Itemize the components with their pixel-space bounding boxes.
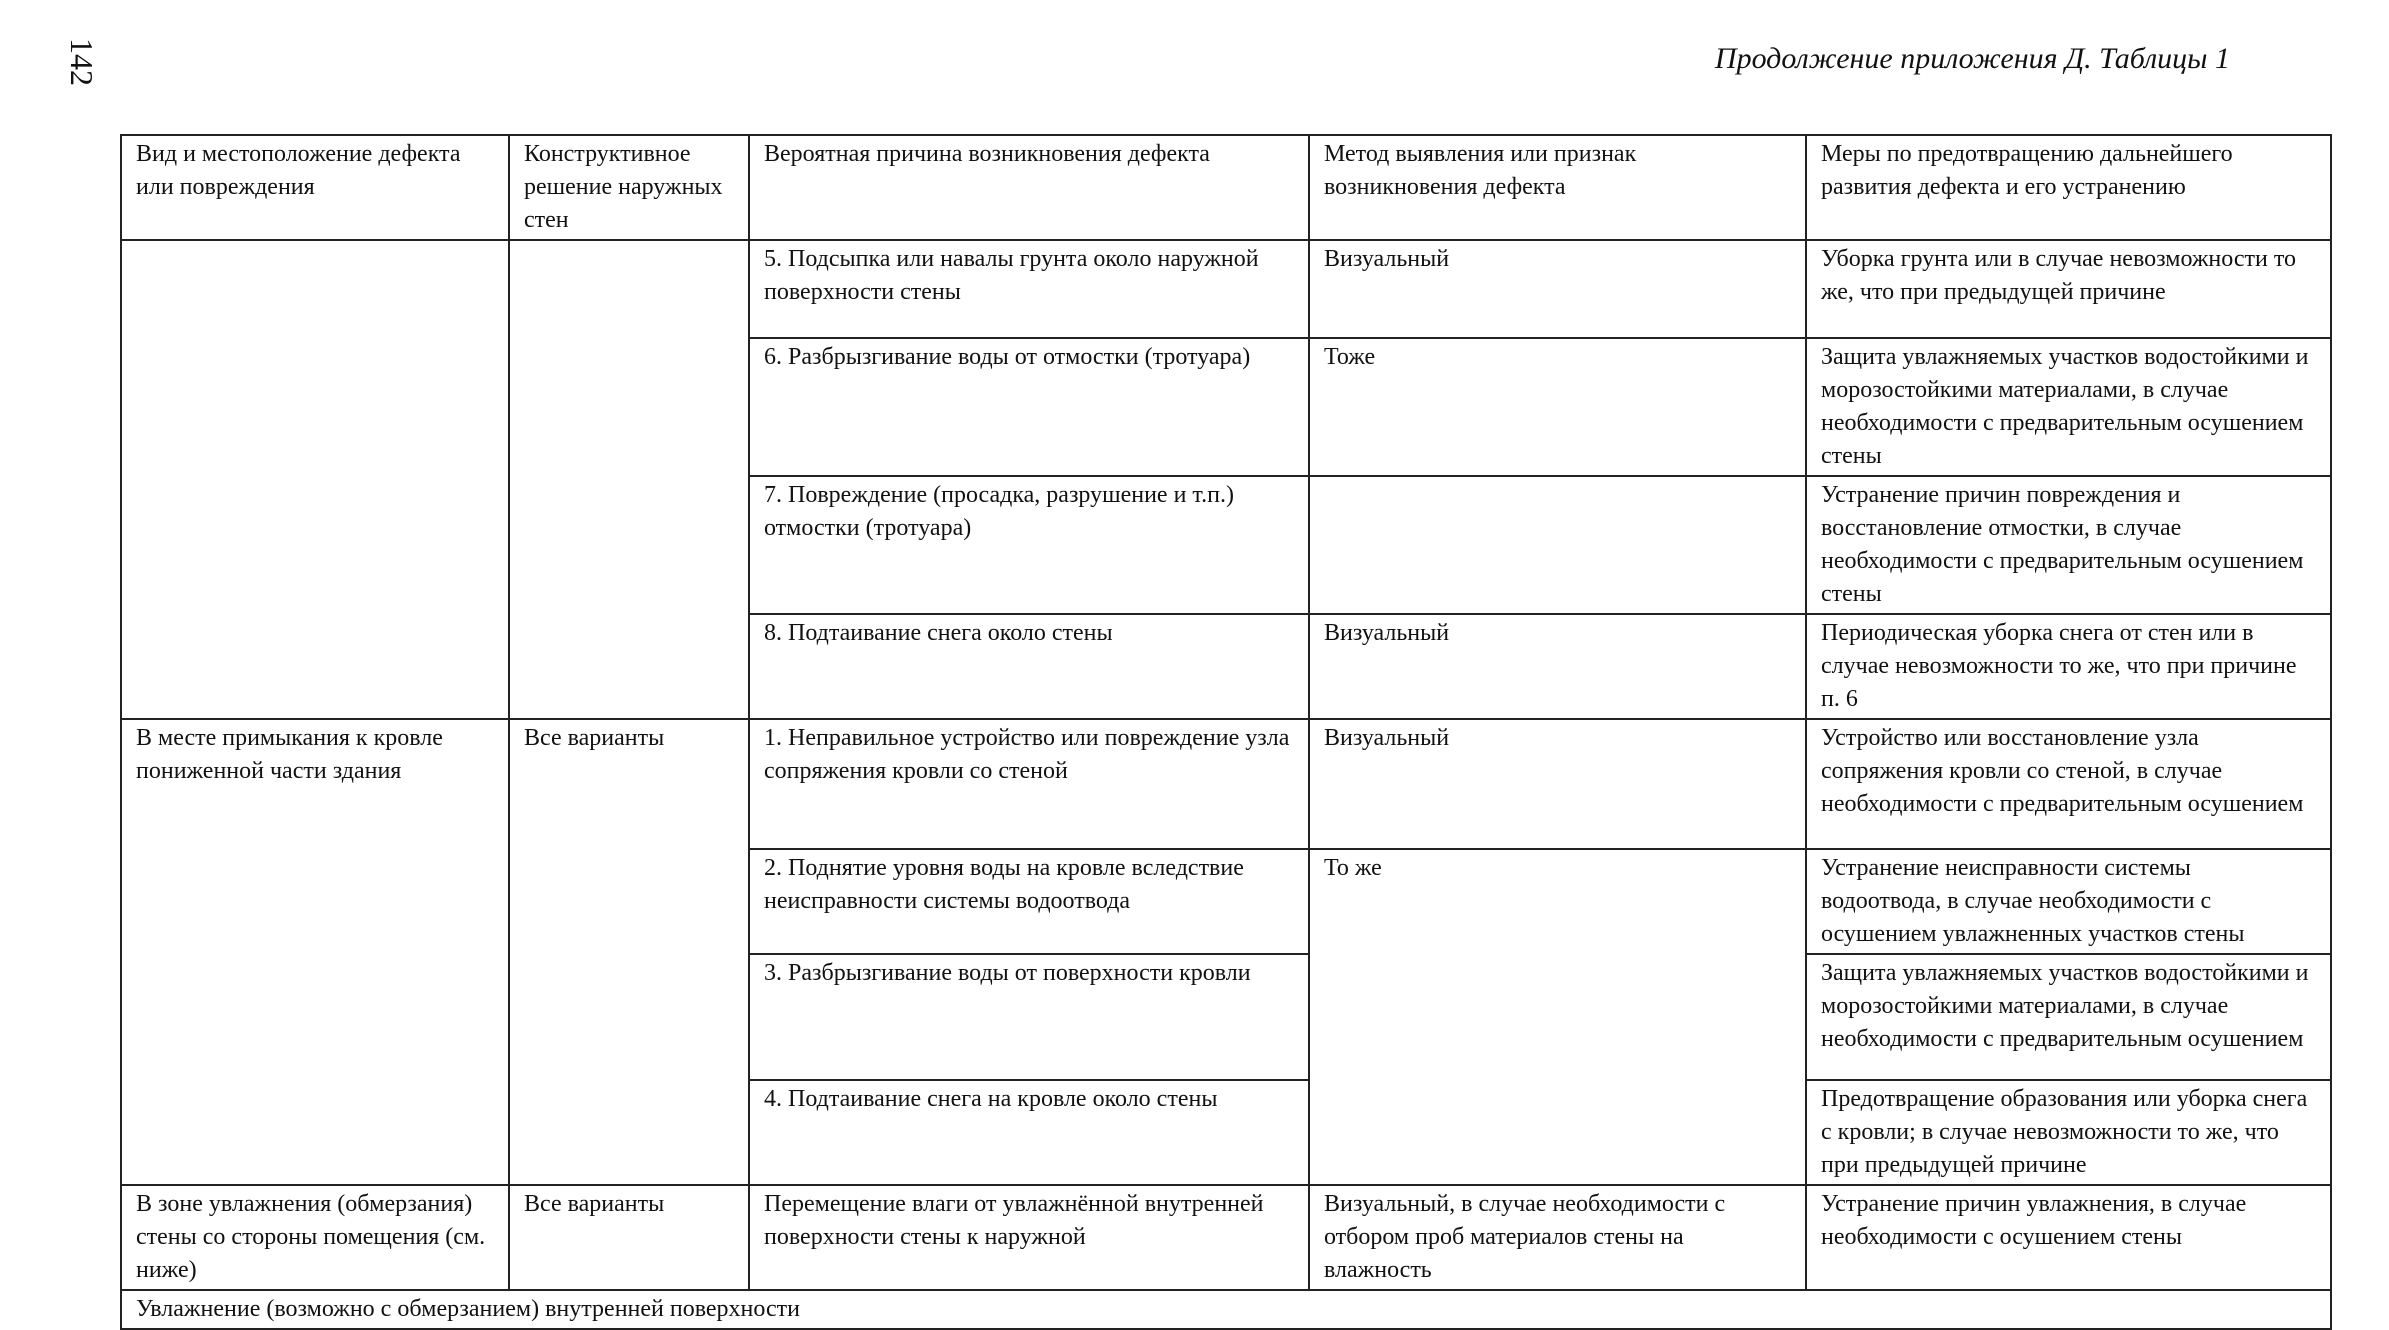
method-cell: Тоже	[1309, 338, 1806, 476]
method-cell: Визуальный	[1309, 719, 1806, 849]
cause-cell: 5. Подсыпка или навалы грунта около наружной поверхности стены	[749, 240, 1309, 338]
header-measures: Меры по предотвращению дальнейшего развития дефекта и его устранению	[1806, 135, 2331, 240]
cause-cell: 3. Разбрызгивание воды от поверхности кровли	[749, 954, 1309, 1080]
table-row	[121, 240, 2331, 338]
header-detection-method: Метод выявления или признак возникновения дефекта	[1309, 135, 1806, 240]
defect-cell: В зоне увлажнения (обмерзания) стены со стороны помещения (см. ниже)	[121, 1185, 509, 1290]
measures-cell: Защита увлажняемых участков водостойкими и морозостойкими материалами, в случае необходимости с предварительным осушением стены	[1806, 338, 2331, 476]
defect-cell: В месте примыкания к кровле пониженной части здания	[121, 719, 509, 1185]
section-title: Увлажнение (возможно с обмерзанием) внутренней поверхности	[121, 1290, 2331, 1329]
solution-cell-empty	[509, 240, 749, 719]
method-cell	[1309, 476, 1806, 614]
measures-cell: Устройство или восстановление узла сопряжения кровли со стеной, в случае необходимости с предварительным осушением	[1806, 719, 2331, 849]
cause-cell: 4. Подтаивание снега на кровле около стены	[749, 1080, 1309, 1185]
table-header-row	[121, 135, 2331, 240]
cause-cell: 8. Подтаивание снега около стены	[749, 614, 1309, 719]
cause-cell: Перемещение влаги от увлажнённой внутренней поверхности стены к наружной	[749, 1185, 1309, 1290]
measures-cell: Уборка грунта или в случае невозможности то же, что при предыдущей причине	[1806, 240, 2331, 338]
page-number: 142	[64, 38, 100, 86]
measures-cell: Защита увлажняемых участков водостойкими и морозостойкими материалами, в случае необходимости с предварительным осушением	[1806, 954, 2331, 1080]
defects-table	[120, 134, 2332, 1330]
section-row	[121, 1290, 2331, 1329]
table-row	[121, 1185, 2331, 1290]
defect-cell-empty	[121, 240, 509, 719]
header-defect-type: Вид и местоположение дефекта или повреждения	[121, 135, 509, 240]
cause-cell: 1. Неправильное устройство или повреждение узла сопряжения кровли со стеной	[749, 719, 1309, 849]
measures-cell: Устранение причин повреждения и восстановление отмостки, в случае необходимости с предварительным осушением стены	[1806, 476, 2331, 614]
measures-cell: Периодическая уборка снега от стен или в случае невозможности то же, что при причине п. 6	[1806, 614, 2331, 719]
measures-cell: Устранение причин увлажнения, в случае необходимости с осушением стены	[1806, 1185, 2331, 1290]
measures-cell: Предотвращение образования или уборка снега с кровли; в случае невозможности то же, что при предыдущей причине	[1806, 1080, 2331, 1185]
method-cell: Визуальный, в случае необходимости с отбором проб материалов стены на влажность	[1309, 1185, 1806, 1290]
page-header: Продолжение приложения Д. Таблицы 1	[1714, 42, 2230, 75]
table-row	[121, 719, 2331, 849]
measures-cell: Устранение неисправности системы водоотвода, в случае необходимости с осушением увлажненных участков стены	[1806, 849, 2331, 954]
solution-cell: Все варианты	[509, 719, 749, 1185]
header-wall-solution: Конструктивное решение наружных стен	[509, 135, 749, 240]
method-cell: Визуальный	[1309, 614, 1806, 719]
solution-cell: Все варианты	[509, 1185, 749, 1290]
cause-cell: 2. Поднятие уровня воды на кровле вследствие неисправности системы водоотвода	[749, 849, 1309, 954]
method-cell: То же	[1309, 849, 1806, 1185]
method-cell: Визуальный	[1309, 240, 1806, 338]
cause-cell: 7. Повреждение (просадка, разрушение и т.п.) отмостки (тротуара)	[749, 476, 1309, 614]
header-probable-cause: Вероятная причина возникновения дефекта	[749, 135, 1309, 240]
cause-cell: 6. Разбрызгивание воды от отмостки (тротуара)	[749, 338, 1309, 476]
